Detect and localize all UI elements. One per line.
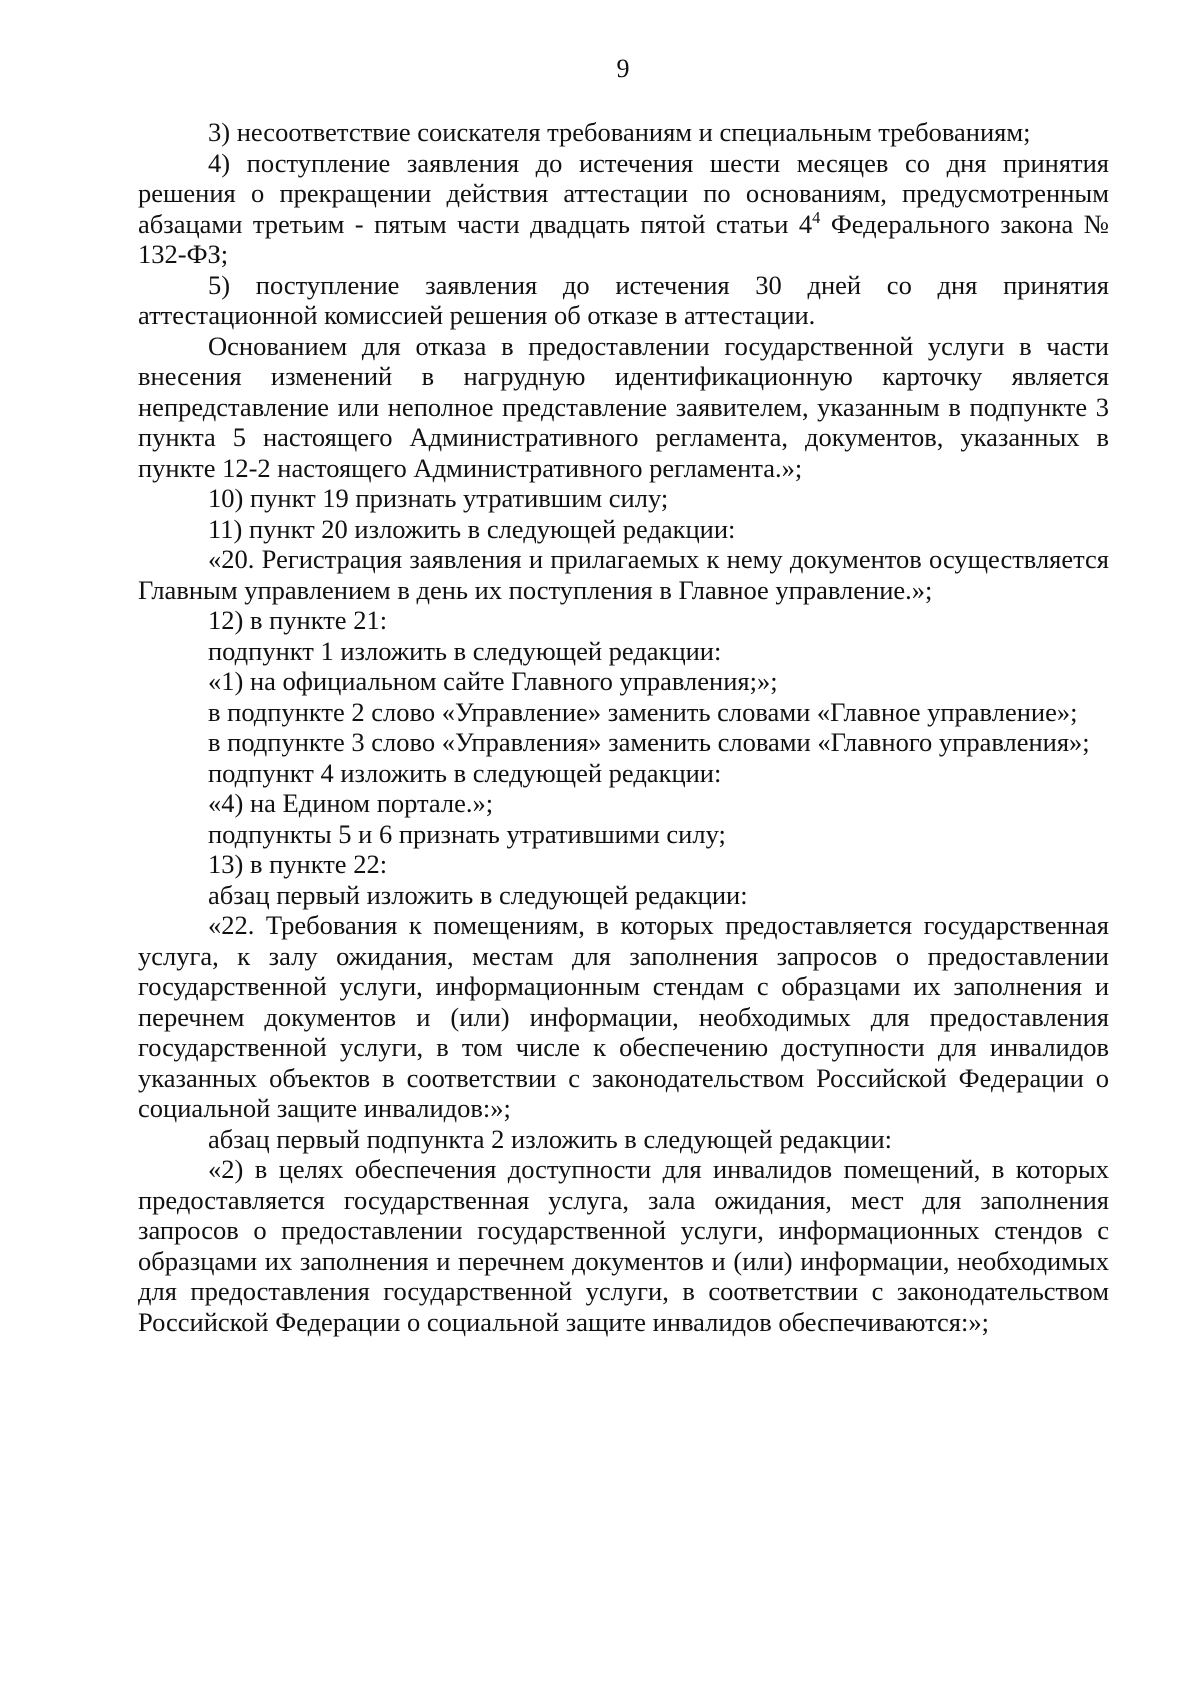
paragraph-point-20: «20. Регистрация заявления и прилагаемых к нему документов осуществляется Главным управлением в день их поступления в Главное управление.»; [138,544,1109,605]
paragraph-item-3: 3) несоответствие соискателя требованиям и специальным требованиям; [208,117,1031,147]
paragraph-subitems-5-6: подпункты 5 и 6 признать утратившими силу; [208,818,726,849]
paragraph-refusal-basis: Основанием для отказа в предоставлении государственной услуги в части внесения изменений в нагрудную идентификационную карточку является непредставление или неполное представление заявителем, указанным в подпункте 3 пункта 5 настоящего Административного регламента, документов, указанных в пункте 12-2 настоящего Административного регламента.»; [138,330,1109,483]
superscript-article-number: 4 [812,207,821,227]
paragraph-subitem-2-abzac: абзац первый подпункта 2 изложить в следующей редакции: [208,1123,893,1154]
paragraph-item-5: 5) поступление заявления до истечения 30 дней со дня принятия аттестационной комиссией решения об отказе в аттестации. [138,269,1109,330]
paragraph-subitem-4-text: «4) на Едином портале.»; [208,788,494,818]
paragraph-point-22: «22. Требования к помещениям, в которых предоставляется государственная услуга, к залу ожидания, местам для заполнения запросов о предоставлении государственной услуги, информационным стендам с образцами их заполнения и перечнем документов и (или) информации, необходимых для предоставления государственной услуги, в том числе к обеспечению доступности для инвалидов указанных объектов в соответствии с законодательством Российской Федерации о социальной защите инвалидов:»; [138,910,1109,1123]
paragraph-first-abzac: абзац первый изложить в следующей редакции: [208,879,748,910]
paragraph-item-10: 10) пункт 19 признать утратившим силу; [208,483,669,513]
paragraph-item-11: 11) пункт 20 изложить в следующей редакции: [208,513,736,544]
paragraph-subitem-2: в подпункте 2 слово «Управление» заменить словами «Главное управление»; [208,696,1078,727]
paragraph-item-4-text: 4) поступление заявления до истечения шести месяцев со дня принятия решения о прекращении действия аттестации по основаниям, предусмотренным абзацами третьим - пятым части двадцать пятой статьи 4 [138,147,1109,239]
paragraph-item-4 [138,148,1109,270]
paragraph-subitem-3: в подпункте 3 слово «Управления» заменить словами «Главного управления»; [208,727,1090,757]
page-number: 9 [616,54,630,83]
paragraph-item-4-tail: Федерального закона № 132-ФЗ; [138,208,1109,269]
paragraph-item-12: 12) в пункте 21: [208,605,388,635]
paragraph-item-13: 13) в пункте 22: [208,849,388,879]
paragraph-subitem-1-text: «1) на официальном сайте Главного управления;»; [208,666,778,696]
document-body [138,117,1109,1337]
paragraph-subitem-4: подпункт 4 изложить в следующей редакции: [208,757,722,788]
paragraph-subitem-1: подпункт 1 изложить в следующей редакции: [208,635,722,666]
paragraph-subitem-2-text: «2) в целях обеспечения доступности для инвалидов помещений, в которых предоставляется государственная услуга, зала ожидания, мест для заполнения запросов о предоставлении государственной услуги, информационных стендов с образцами их заполнения и перечнем документов и (или) информации, необходимых для предоставления государственной услуги, в соответствии с законодательством Российской Федерации о социальной защите инвалидов обеспечиваются:»; [138,1154,1109,1337]
